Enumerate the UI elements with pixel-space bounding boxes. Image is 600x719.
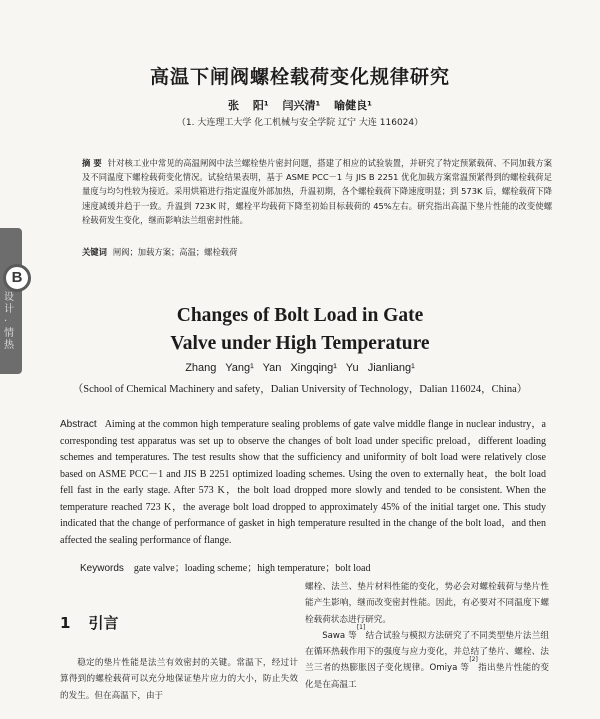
chinese-keywords-label: 关键词 [82,247,107,257]
english-keywords-label: Keywords [80,563,124,574]
section-side-text: 设计 · 情热 [4,292,14,351]
chinese-authors: 张 阳¹ 闫兴清¹ 喻健良¹ [228,99,372,112]
english-keywords-text: gate valve；loading scheme；high temperature；bolt load [133,563,371,574]
chinese-abstract-label: 摘 要 [82,158,102,168]
english-abstract-label: Abstract [60,419,97,430]
chinese-title: 高温下闸阀螺栓载荷变化规律研究 [149,66,450,88]
english-title [0,302,600,358]
english-affiliation: （School of Chemical Machinery and safety，Dalian University of Technology，Dalian 116024，China） [72,384,528,395]
chinese-keywords-text: 闸阀；加载方案；高温；螺栓载荷 [112,247,238,257]
body-left-column: 稳定的垫片性能是法兰有效密封的关键。常温下，经过计算得到的螺栓载荷可以充分地保证垫片应力的大小，防止失效的发生。但在高温下，由于 [60,658,298,701]
section-title: 引言 [88,614,119,632]
chinese-abstract [82,156,552,227]
english-abstract [60,417,546,549]
section-number: 1 [60,614,71,632]
chinese-abstract-text: 针对核工业中常见的高温闸阀中法兰螺栓垫片密封问题，搭建了相应的试验装置，并研究了特定预紧载荷、不同加载方案及不同温度下螺栓载荷变化情况。试验结果表明，基于 ASME PCC－1 与 JIS B 2251 优化加载方案常温预紧得到的螺栓载荷足量度与均匀性较为接近。采用烘箱进行指定温度外部加热，升温初期，各个螺栓载荷下降速度明显；到 573K 后，螺栓载荷下降速度减缓并趋于一致。升温到 723K 时，螺栓平均载荷下降至初始目标载荷的 45%左右。研究指出高温下垫片性能的改变使螺栓载荷发生变化，继而影响法兰组密封性能。 [82,158,552,225]
english-authors: Zhang Yang¹ Yan Xingqing¹ Yu Jianliang¹ [185,362,415,374]
body-right-paragraph-1: 螺栓、法兰、垫片材料性能的变化，势必会对螺栓载荷与垫片性能产生影响，继而改变密封性能。因此，有必要对不同温度下螺栓载荷状态进行研究。 [305,582,549,625]
english-abstract-text: Aiming at the common high temperature sealing problems of gate valve middle flange in nuclear industry，a corresponding test apparatus was set up to observe the changes of bolt load under specific preload，different loading schemes and temperatures. The test results show that the sufficiency and uniformity of bolt load were relatively close based on ASME PCC－1 and JIS B 2251 optimized loading schemes. Using the oven to externally heat，the bolt load fell fast in the early stage. After 573 K，the bolt load dropped more slowly and tended to be consistent. When the temperature reached 723 K，the average bolt load dropped to approximately 45% of the initial target one. This study indicated that the change of performance of gasket in high temperature resulted in the change of the bolt load，and then affected the sealing performance of flange. [60,419,546,546]
section-heading [60,612,136,633]
english-keywords [80,559,540,574]
body-right-column [305,579,549,693]
english-title-line-1: Changes of Bolt Load in Gate [176,305,424,326]
chinese-keywords [82,246,552,258]
body-right-paragraph-2: Sawa 等[1]结合试验与模拟方法研究了不同类型垫片法兰组在循环热载作用下的强度与应力变化，并总结了垫片、螺栓、法兰三者的热膨胀因子变化规律。Omiya 等[2]指出垫片性能的变化是在高温工 [305,623,549,690]
citation-ref-2: [2] [469,656,478,664]
english-title-line-2: Valve under High Temperature [170,333,430,354]
section-badge: B [3,264,31,292]
chinese-affiliation: （1. 大连理工大学 化工机械与安全学院 辽宁 大连 116024） [176,118,424,128]
citation-ref-1: [1] [356,623,366,631]
